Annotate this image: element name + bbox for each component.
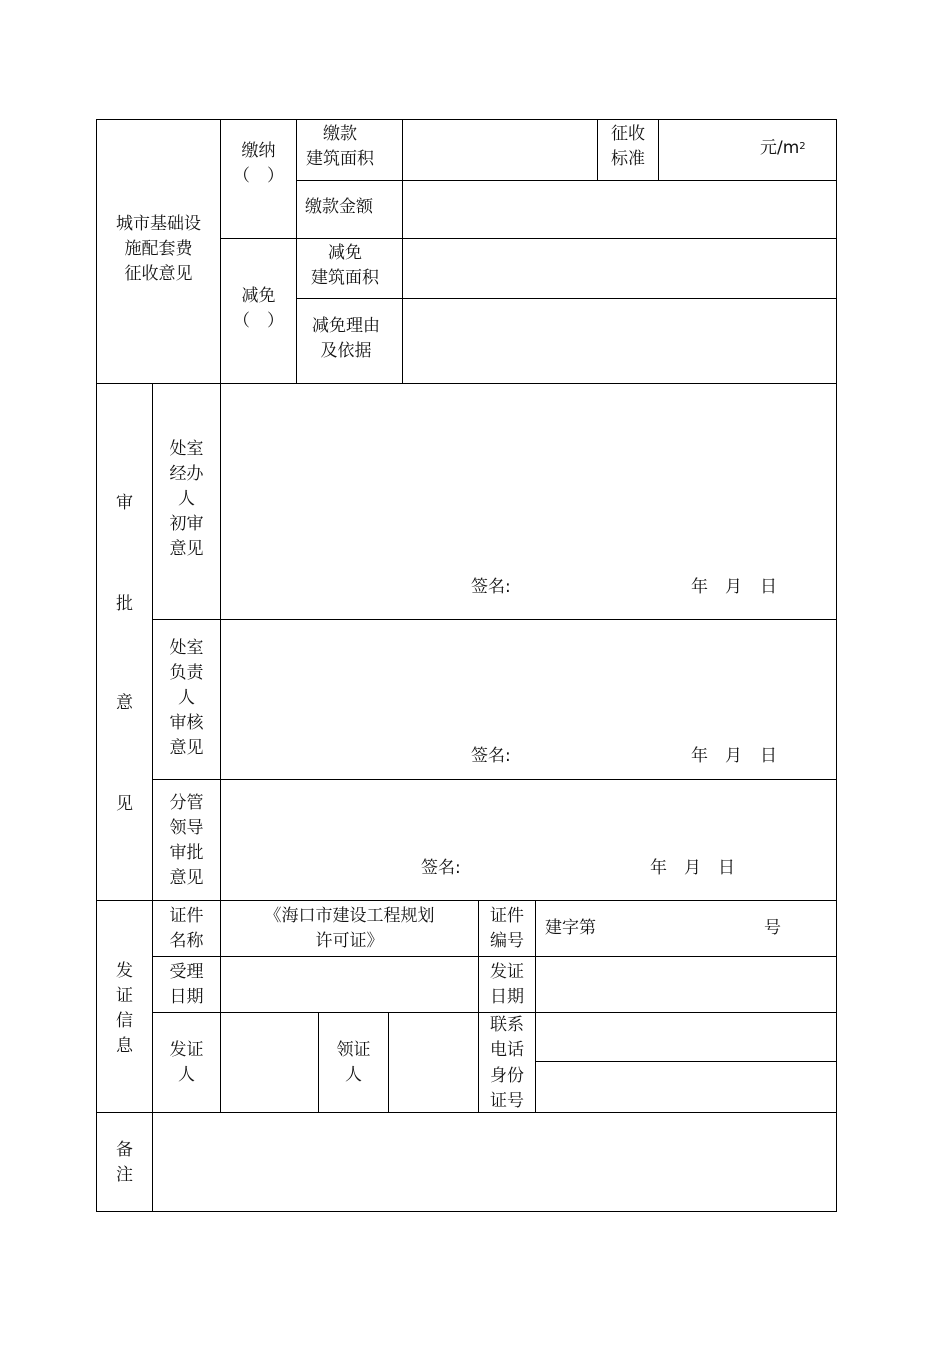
audit-month: 月 (725, 746, 742, 766)
leader-year: 年 (650, 858, 667, 878)
first-review-year: 年 (691, 577, 708, 597)
accept-date-label: 受理 日期 (169, 962, 204, 1007)
approval-section-label-1: 审 (116, 493, 133, 513)
approval-section-label-3: 意 (116, 693, 133, 713)
leader-approval-label: 分管 领导 审批 意见 (169, 793, 204, 888)
cert-name-label: 证件 名称 (169, 906, 204, 951)
pay-area-field[interactable] (403, 120, 597, 180)
leader-sign-label: 签名: (421, 858, 461, 878)
leader-day: 日 (718, 858, 735, 878)
cert-name-value: 《海口市建设工程规划 许可证》 (264, 906, 435, 951)
leader-opinion-field[interactable] (221, 780, 836, 850)
issuer-field[interactable] (221, 1013, 318, 1112)
exempt-area-label: 减免 建筑面积 (311, 243, 379, 288)
standard-unit: 元$/m^2$ (760, 138, 806, 158)
issue-section-label: 发 证 信 息 (116, 961, 133, 1056)
phone-field[interactable] (536, 1013, 836, 1061)
cert-no-suffix: 号 (764, 918, 781, 938)
pay-area-label: 缴款 建筑面积 (306, 124, 374, 169)
remarks-field[interactable] (153, 1113, 836, 1211)
exempt-reason-label: 减免理由 及依据 (312, 316, 380, 361)
cert-no-label: 证件 编号 (490, 906, 524, 951)
leader-month: 月 (684, 858, 701, 878)
phone-label: 联系 电话 (490, 1015, 524, 1060)
pay-amount-field[interactable] (403, 181, 836, 238)
audit-signature-field[interactable] (515, 741, 675, 771)
approval-section-label-2: 批 (116, 594, 133, 614)
id-number-label: 身份 证号 (490, 1066, 524, 1111)
receiver-field[interactable] (389, 1013, 478, 1112)
pay-amount-label: 缴款金额 (305, 197, 373, 217)
id-number-field[interactable] (536, 1062, 836, 1112)
first-review-signature-field[interactable] (515, 572, 675, 602)
issue-date-field[interactable] (536, 957, 836, 1012)
levy-section-label: 城市基础设 施配套费 征收意见 (116, 214, 201, 284)
audit-day: 日 (760, 746, 777, 766)
standard-label: 征收 标准 (611, 124, 645, 169)
issue-date-label: 发证 日期 (490, 962, 524, 1007)
standard-field[interactable] (659, 120, 836, 180)
pay-label: 缴纳 （ ） (233, 141, 284, 186)
issuer-label: 发证 人 (169, 1040, 204, 1085)
audit-sign-label: 签名: (471, 746, 511, 766)
accept-date-field[interactable] (221, 957, 478, 1012)
leader-signature-field[interactable] (465, 853, 630, 883)
audit-opinion-field[interactable] (221, 620, 836, 735)
remarks-label: 备 注 (116, 1140, 133, 1185)
exempt-area-field[interactable] (403, 239, 836, 298)
first-review-month: 月 (725, 577, 742, 597)
audit-year: 年 (691, 746, 708, 766)
cert-no-prefix: 建字第 (545, 918, 596, 938)
first-review-opinion-field[interactable] (221, 384, 836, 564)
receiver-label: 领证 人 (336, 1040, 371, 1085)
first-review-sign-label: 签名: (471, 577, 511, 597)
cert-no-field[interactable] (600, 906, 760, 950)
first-review-label: 处室 经办 人 初审 意见 (169, 439, 204, 559)
approval-section-label-4: 见 (116, 794, 133, 814)
exempt-label: 减免 （ ） (233, 286, 284, 331)
first-review-day: 日 (760, 577, 777, 597)
exempt-reason-field[interactable] (403, 299, 836, 383)
audit-label: 处室 负责 人 审核 意见 (169, 638, 204, 758)
